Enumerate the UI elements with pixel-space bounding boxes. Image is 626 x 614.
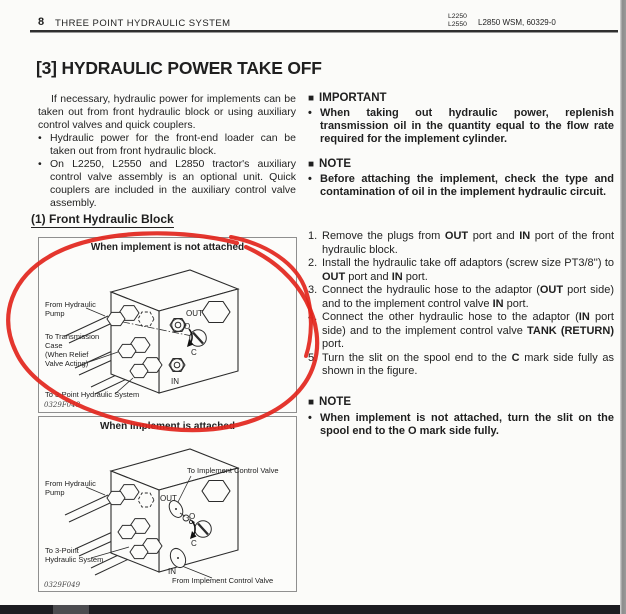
intro-paragraph: If necessary, hydraulic power for implements can be taken out from front hydraulic block or using auxiliary control valves and quick couplers. <box>38 93 296 131</box>
spool-slit-screw <box>195 521 212 538</box>
hydraulic-block-diagram-1 <box>39 238 296 412</box>
figure2-title: When implement is attached <box>99 421 236 432</box>
step-number: 5. <box>308 351 318 364</box>
step-number: 1. <box>308 230 318 242</box>
subsection-heading <box>31 212 174 226</box>
step-item <box>308 257 614 284</box>
figure-implement-attached <box>38 416 297 592</box>
step-item <box>308 352 614 379</box>
model-numbers <box>448 13 467 28</box>
step-number: 2. <box>308 257 318 269</box>
note2-block <box>308 396 614 439</box>
page-number: 8 <box>38 16 45 28</box>
svg-text:Pump: Pump <box>45 309 65 318</box>
important-note-block <box>308 92 614 199</box>
scan-edge-right <box>620 0 626 614</box>
label-to-3point-system: To 3-Point <box>45 546 79 555</box>
step-text: Remove the plugs from OUT port and IN port of the front hydraulic block. <box>322 230 614 256</box>
bullet-glyph: • <box>308 411 312 424</box>
square-bullet-icon: ■ <box>308 93 315 104</box>
label-o-mark: O <box>184 322 191 331</box>
note1-heading <box>308 158 614 171</box>
figure-implement-not-attached <box>38 237 297 413</box>
step-item <box>308 311 614 352</box>
label-out: OUT <box>160 494 177 503</box>
intro-column <box>38 93 296 210</box>
subsection-heading-label: (1) Front Hydraulic Block <box>31 212 174 226</box>
important-bullet-list <box>308 107 614 146</box>
label-in: IN <box>171 377 179 386</box>
step-item <box>308 284 614 311</box>
square-bullet-icon: ■ <box>308 159 315 170</box>
important-heading-label: IMPORTANT <box>319 92 387 104</box>
bullet-text: On L2250, L2550 and L2850 tractor's auxiliary control valve assembly is an optional unit. Quick couplers are included in the auxiliary control valve assembly. <box>50 158 296 209</box>
scan-edge-bottom <box>0 605 626 614</box>
label-out: OUT <box>186 309 203 318</box>
step-text: Turn the slit on the spool end to the C mark side fully as shown in the figure. <box>322 351 614 377</box>
procedure-steps <box>308 230 614 379</box>
section-title: [3] HYDRAULIC POWER TAKE OFF <box>36 58 322 78</box>
bullet-item <box>38 158 296 210</box>
intro-bullet-list <box>38 132 296 210</box>
bullet-glyph: • <box>308 107 312 119</box>
step-text: Connect the other hydraulic hose to the adaptor (IN port side) and to the implement control valve TANK (RETURN) port. <box>322 311 614 350</box>
bullet-glyph: • <box>38 132 42 144</box>
note2-heading <box>308 396 614 410</box>
svg-text:Pump: Pump <box>45 488 65 497</box>
label-from-implement-cv: From Implement Control Valve <box>172 576 274 585</box>
label-from-hydraulic-pump: From Hydraulic <box>45 300 96 309</box>
manual-reference: L2850 WSM, 60329-0 <box>478 18 556 27</box>
bullet-text: Before attaching the implement, check the type and contamination of oil in the implement hydraulic circuit. <box>320 173 614 198</box>
label-in: IN <box>168 567 176 576</box>
model-number-bottom: L2550 <box>448 20 467 28</box>
bullet-item <box>308 107 614 146</box>
svg-text:Hydraulic System: Hydraulic System <box>45 555 104 564</box>
header-rule <box>30 30 618 33</box>
step-item <box>308 230 614 257</box>
figure-code: 0329F049 <box>44 581 81 589</box>
important-heading <box>308 92 614 105</box>
label-c-mark: C <box>191 348 197 357</box>
step-number: 4. <box>308 311 318 323</box>
label-to-3point-system: To 3-Point Hydraulic System <box>45 390 140 399</box>
bullet-glyph: • <box>38 158 42 170</box>
label-o-mark: O <box>189 512 196 521</box>
figure-code: 0329F048 <box>44 401 81 409</box>
label-from-hydraulic-pump: From Hydraulic <box>45 479 96 488</box>
figure1-title: When implement is not attached <box>90 242 245 253</box>
step-text: Install the hydraulic take off adaptors (screw size PT3/8'') to OUT port and IN port. <box>322 257 614 283</box>
bullet-item <box>38 132 296 158</box>
square-bullet-icon: ■ <box>308 397 315 408</box>
bullet-item <box>308 412 614 439</box>
bullet-text: When implement is not attached, turn the slit on the spool end to the O mark side fully. <box>320 411 614 437</box>
bullet-text: When taking out hydraulic power, replenish transmission oil in the quantity equal to the flow rate required for the implement cylinder. <box>320 107 614 145</box>
note1-heading-label: NOTE <box>319 158 351 170</box>
svg-text:Case: Case <box>45 341 63 350</box>
label-to-implement-cv: To Implement Control Valve <box>187 466 279 475</box>
label-c-mark: C <box>191 539 197 548</box>
bullet-glyph: • <box>308 173 312 185</box>
svg-text:Valve Acting): Valve Acting) <box>45 359 89 368</box>
hydraulic-block-diagram-2 <box>39 417 296 591</box>
chapter-title: THREE POINT HYDRAULIC SYSTEM <box>55 18 231 29</box>
bullet-item <box>308 173 614 199</box>
note1-bullet-list <box>308 173 614 199</box>
in-port <box>169 359 185 372</box>
bullet-text: Hydraulic power for the front-end loader can be taken out from front hydraulic block. <box>50 132 296 157</box>
svg-text:(When Relief: (When Relief <box>45 350 89 359</box>
step-number: 3. <box>308 284 318 296</box>
label-to-transmission-case: To Transmission <box>45 332 100 341</box>
note2-bullet-list <box>308 412 614 439</box>
note2-heading-label: NOTE <box>319 396 351 408</box>
step-text: Connect the hydraulic hose to the adaptor (OUT port side) and to the implement control valve IN port. <box>322 284 614 310</box>
model-number-top: L2250 <box>448 13 467 20</box>
